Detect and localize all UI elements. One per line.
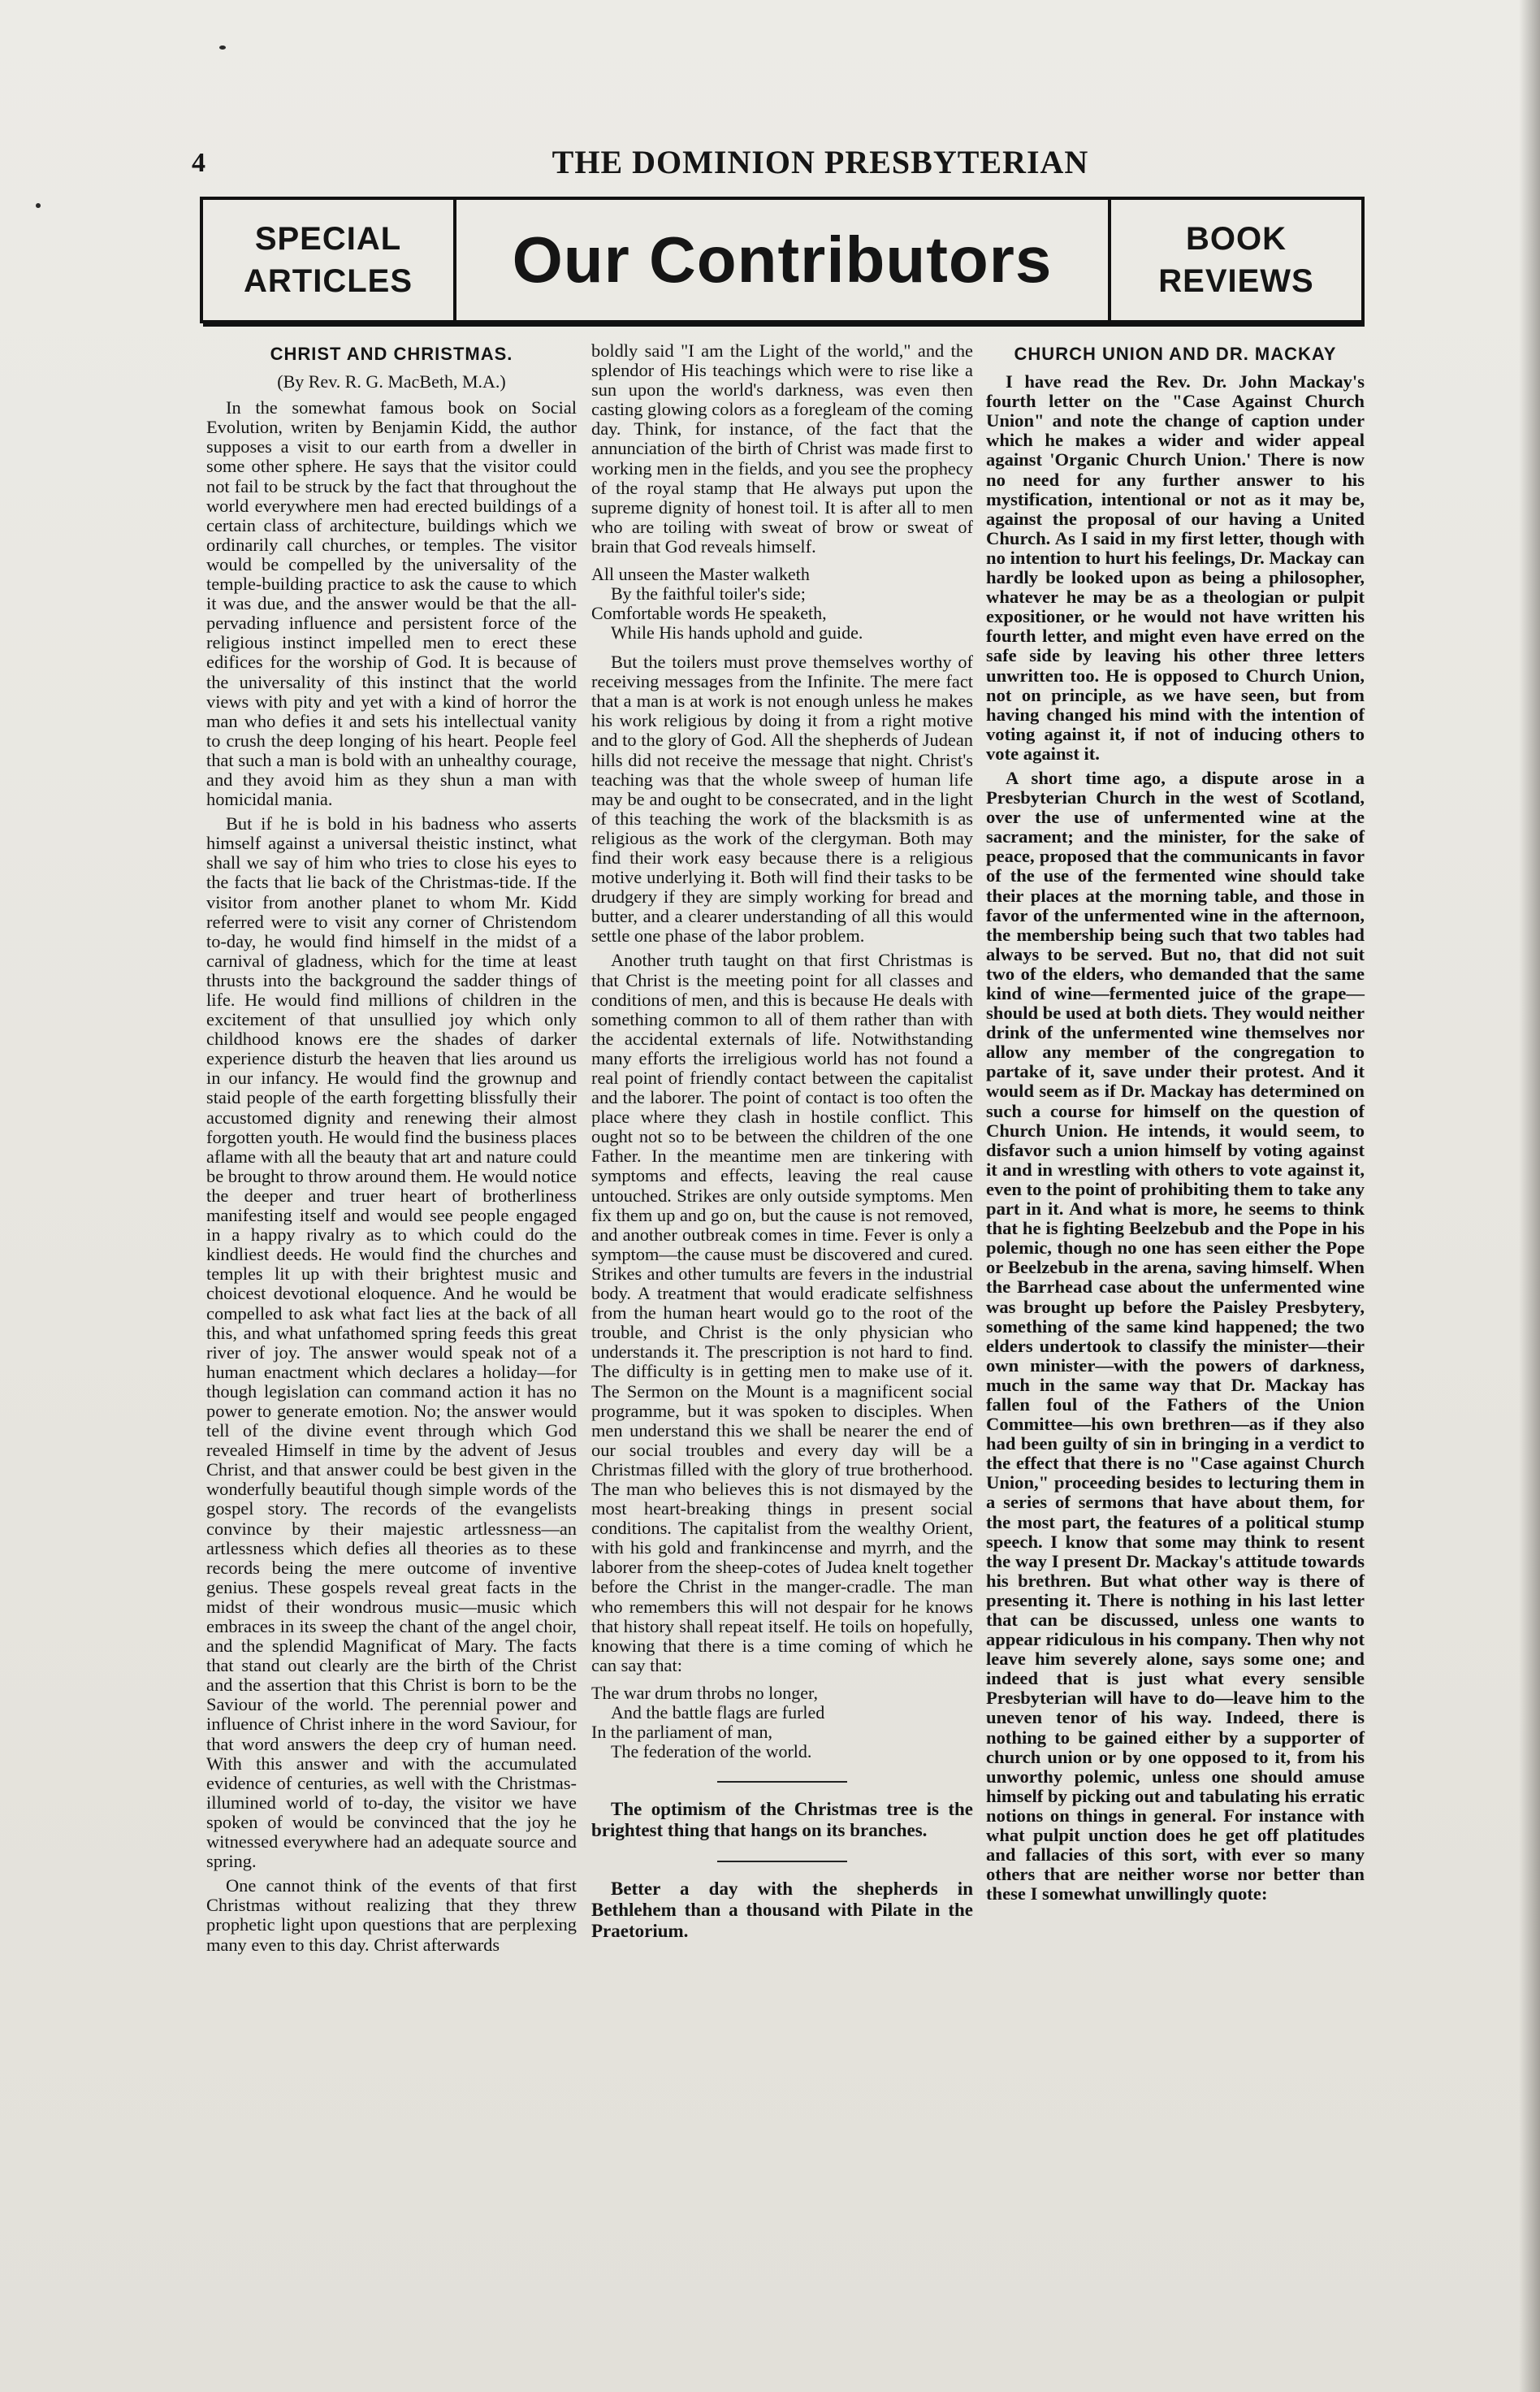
masthead-rule xyxy=(203,322,1365,327)
verse-block xyxy=(591,1684,973,1762)
article-byline: (By Rev. R. G. MacBeth, M.A.) xyxy=(277,371,506,392)
column-1 xyxy=(206,341,577,1960)
page-number: 4 xyxy=(192,148,205,178)
article-paragraph: One cannot think of the events of that first Christmas without realizing that they threw prophetic light upon questions that are perplexing many even to this day. Christ afterwards xyxy=(206,1875,577,1955)
verse-line: In the parliament of man, xyxy=(591,1721,772,1742)
verse-line: Comfortable words He speaketh, xyxy=(591,603,827,624)
filler-quote: Better a day with the shepherds in Bethlehem than a thousand with Pilate in the Praetorium. xyxy=(591,1878,973,1941)
masthead-left-line1: SPECIAL xyxy=(254,221,402,257)
article-headline: CHRIST AND CHRISTMAS. xyxy=(270,344,513,364)
article-paragraph: Another truth taught on that first Christmas is that Christ is the meeting point for all classes and conditions of men, and this is because He deals with something common to all of them rather than with the accidental externals of life. Notwithstanding many efforts the irreligious world has not found a real point of friendly contact between the capitalist and the laborer. The point of contact is too often the place where they clash in hostile conflict. This ought not so to be between the children of the one Father. In the meantime men are tinkering with symptoms and effects, leaving the real cause untouched. Strikes are only outside symptoms. Men fix them up and go on, but the cause is not removed, and another outbreak comes in time. Fever is only a symptom—the cause must be discovered and cured. Strikes and other tumults are fevers in the industrial body. A treatment that would eradicate selfishness from the human heart would go to the root of the trouble, and Christ is the only physician who understands it. The prescription is not hard to find. The difficulty is in getting men to make use of it. The Sermon on the Mount is a magnificent social programme, but it was spoken to disciples. When men understand this we shall be nearer the end of our social troubles and every day will be a Christmas filled with the glory of true brotherhood. The man who believes this is not dismayed by the most heart-breaking things in present social conditions. The capitalist from the wealthy Orient, with his gold and frankincense and myrrh, and the laborer from the sheep-cotes of Judea knelt together before the Christ in the manger-cradle. The man who remembers this will not despair for he knows that history shall repeat itself. He toils on hopefully, knowing that there is a time coming of which he can say that: xyxy=(591,950,973,1675)
article-paragraph: I have read the Rev. Dr. John Mackay's fourth letter on the "Case Against Church Union" and note the change of caption under which he makes a wider and wider appeal against 'Organic Church Union.' There is now no need for any further answer to his mystification, intentional or not as it may be, against the proposal of our having a United Church. As I said in my first letter, though with no intention to hurt his feelings, Dr. Mackay can hardly be looked upon as being a philosopher, whatever he may be as a theologian or pulpit expositioner, or he would not have written his fourth letter, and might even have erred on the safe side by leaving his other three letters unwritten too. He is opposed to Church Union, not on principle, as we have seen, but from having changed his mind with the intention of voting against it, if not of inducing others to vote against it. xyxy=(986,371,1365,764)
column-3 xyxy=(986,341,1365,1909)
running-title: THE DOMINION PRESBYTERIAN xyxy=(552,144,1089,180)
ink-spot xyxy=(36,203,41,208)
masthead-right-line1: BOOK xyxy=(1186,221,1287,257)
column-divider-rule xyxy=(717,1781,847,1783)
verse-line: All unseen the Master walketh xyxy=(591,564,810,585)
article-paragraph: In the somewhat famous book on Social Evolution, writen by Benjamin Kidd, the author supposes a visit to our earth from a dweller in some other sphere. He says that the visitor could not fail to be struck by the fact that throughout the world everywhere men had erected buildings of a certain class of architecture, buildings which we ordinarily call churches, or temples. The visitor would be compelled by the universality of the temple-building practice to ask the cause to which it was due, and the answer would be that the all-pervading influence and persistent force of the religious instinct impelled men to erect these edifices for the worship of God. It is because of the universality of this instinct that the world views with pity and yet with a kind of horror the man who defies it and sets his intellectual vanity to crush the deep longing of his heart. People feel that such a man is bold with an unhealthy courage, and they avoid him as they shun a man with homicidal mania. xyxy=(206,397,577,810)
verse-line: The war drum throbs no longer, xyxy=(591,1682,818,1703)
verse-line: While His hands uphold and guide. xyxy=(611,622,863,644)
book-reviews-box xyxy=(1108,200,1361,320)
verse-line: And the battle flags are furled xyxy=(611,1701,825,1722)
section-title: Our Contributors xyxy=(512,223,1053,296)
ink-spot xyxy=(219,46,226,50)
verse-block xyxy=(591,565,973,643)
column-2 xyxy=(591,341,973,1947)
verse-line: By the faithful toiler's side; xyxy=(611,583,806,604)
article-paragraph: A short time ago, a dispute arose in a Presbyterian Church in the west of Scotland, over the use of unfermented wine at the sacrament; and the minister, for the sake of peace, proposed that the communicants in favor of the use of the fermented wine should take their places at the morning table, and those in favor of the unfermented wine in the afternoon, the membership being such that two tables had always to be served. But no, that did not suit two of the elders, who demanded that the same kind of wine—fermented juice of the grape—should be used at both diets. They would neither drink of the unfermented wine themselves nor allow any member of the congregation to partake of it, save under their protest. And it would seem as if Dr. Mackay has determined on such a course for himself on the question of Church Union. He intends, it would seem, to disfavor such a union himself by voting against it and in wrestling with others to vote against it, even to the point of prohibiting them to take any part in it. And what is more, he seems to think that he is fighting Beelzebub and the Pope in his polemic, though no one has seen either the Pope or Beelzebub in the arena, saving himself. When the Barrhead case about the unfermented wine was brought up before the Paisley Presbytery, something of the same kind happened; the two elders undertook to classify the minister—their own minister—with the powers of darkness, much in the same way that Dr. Mackay has fallen foul of the Fathers of the Union Committee—his own brethren—as if they also had been guilty of sin in bringing in a verdict to the effect that there is no "Case against Church Union," proceeding besides to lecturing them in a series of sermons that have about them, for the most part, the features of a political stump speech. I know that some may think to resent the way I present Dr. Mackay's attitude towards his brethren. But what other way is there of presenting it. There is nothing in his last letter that can be discussed, unless one wants to appear ridiculous in his company. Then why not leave him severely alone, says some one; and indeed that is just what every sensible Presbyterian will have to do—leave him to the uneven tenor of his way. Indeed, there is nothing to be gained either by a supporter of church union or by one opposed to it, from his unworthy polemic, unless one should amuse himself by picking out and tabulating his erratic notions on things in general. For instance with what pulpit unction does he get off platitudes and fallacies of this sort, with ever so many others that are neither worse nor better than these I somewhat unwillingly quote: xyxy=(986,767,1365,1904)
article-headline: CHURCH UNION AND DR. MACKAY xyxy=(1014,344,1337,364)
masthead-left-line2: ARTICLES xyxy=(244,263,413,299)
column-divider-rule xyxy=(717,1861,847,1862)
verse-line: The federation of the world. xyxy=(611,1740,812,1762)
article-paragraph: But the toilers must prove themselves worthy of receiving messages from the Infinite. The mere fact that a man is at work is not enough unless he makes his work religious by doing it from a right motive and to the glory of God. All the shepherds of Judean hills did not receive the message that night. Christ's teaching was that the whole sweep of human life may be and ought to be consecrated, and in the light of this teaching the work of the blacksmith is as religious as the work of the clergyman. Both may find their work easy because there is a religious motive underlying it. Both will find their tasks to be drudgery if they are simply working for bread and butter, and a clearer understanding of all this would settle one phase of the labor problem. xyxy=(591,652,973,947)
masthead-right-line2: REVIEWS xyxy=(1158,263,1314,299)
article-paragraph: But if he is bold in his badness who asserts himself against a universal theistic instinct, what shall we say of him who tries to close his eyes to the facts that lie back of the Christmas-tide. If the visitor from another planet to whom Mr. Kidd referred were to visit any corner of Christendom to-day, he would find himself in the midst of a carnival of gladness, which for the time at least thrusts into the background the sadder things of life. He would find millions of children in the excitement of that unsullied joy which only childhood knows ere the shades of darker experience disturb the heaven that lies around us in our infancy. He would find the grownup and staid people of the earth forgetting blissfully their accustomed dignity and renewing their almost forgotten youth. He would find the business places aflame with all the beauty that art and nature could be brought to throw around them. He would notice the deeper and truer heart of brotherliness manifesting itself and would see people engaged in a happy rivalry as to which could do the kindliest deeds. He would find the churches and temples lit up with their brightest music and choicest devotional eloquence. And he would be compelled to ask what fact lies at the back of all this, and what unfathomed spring feeds this great river of joy. The answer would speak not of a human enactment which declares a holiday—for though legislation can command action it has no power to generate emotion. No; the answer would tell of the divine event through which God revealed Himself in time by the advent of Jesus Christ, and that answer could be best given in the wonderfully beautiful though simple words of the gospel story. The records of the evangelists convince by their majestic artlessness—an artlessness which defies all theories as to these records being the mere outcome of inventive genius. These gospels reveal great facts in the midst of their wondrous music—music which embraces in its sweep the chant of the angel choir, and the splendid Magnificat of Mary. The facts that stand out clearly are the birth of the Christ and the assertion that this Christ is born to be the Saviour of the world. The perennial power and influence of Christ inhere in the word Saviour, for that word answers the deep cry of human need. With this answer and with the accumulated evidence of centuries, as well with the Christmas-illumined world of to-day, the visitor we have spoken of would be convinced that the joy he witnessed everywhere had an adequate source and spring. xyxy=(206,813,577,1872)
filler-quote: The optimism of the Christmas tree is the brightest thing that hangs on its branches. xyxy=(591,1798,973,1840)
section-masthead xyxy=(200,197,1365,323)
page-edge-shadow xyxy=(1519,0,1540,2392)
special-articles-box xyxy=(203,200,456,320)
article-paragraph: boldly said "I am the Light of the world," and the splendor of His teachings which were to rise like a sun upon the world's darkness, was even then casting glowing colors as a foregleam of the coming day. Think, for instance, of the fact that the annunciation of the birth of Christ was made first to working men in the fields, and you see the prophecy of the royal stamp that He always put upon the supreme dignity of honest toil. It is after all to men who are toiling with sweat of brow or sweat of brain that God reveals himself. xyxy=(591,340,973,557)
